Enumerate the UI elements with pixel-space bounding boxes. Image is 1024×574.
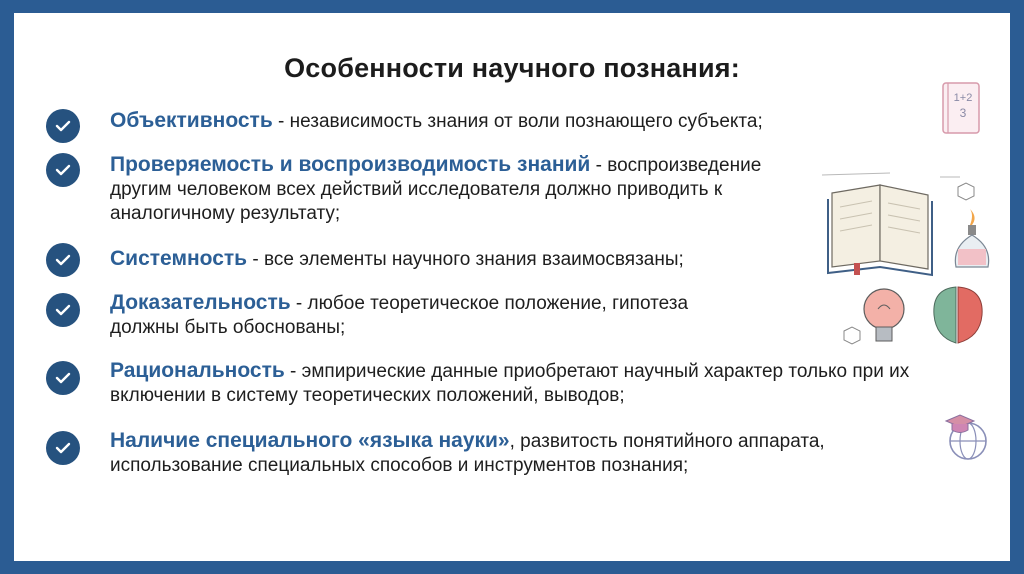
item-description: - воспроизведение другим человеком всех действий исследователя должно приводить к аналогичному результату; [110,155,762,224]
item-term: Системность [110,247,248,270]
science-illustration [820,163,1006,359]
item-term: Проверяемость и воспроизводимость знаний [110,153,591,176]
item-text [110,291,750,340]
check-icon [46,153,80,187]
item-text [110,153,770,226]
item-term: Объективность [110,109,273,132]
check-icon [46,109,80,143]
svg-text:3: 3 [959,106,967,120]
page-title: Особенности научного познания: [284,53,740,83]
item-description: - любое теоретическое положение, гипотеза должны быть обоснованы; [110,293,689,338]
graduation-globe-icon [938,409,994,465]
check-icon [46,361,80,395]
item-description: , развитость понятийного аппарата, использование специальных способов и инструментов познания; [110,431,825,476]
svg-text:1+2: 1+2 [953,92,973,104]
item-term: Рациональность [110,359,285,382]
item-text [110,359,960,408]
item-description: - независимость знания от воли познающего субъекта; [272,111,763,132]
item-text [110,429,960,478]
check-icon [46,293,80,327]
check-icon [46,431,80,465]
slide [14,13,1010,561]
item-text [110,109,970,134]
check-icon [46,243,80,277]
item-term: Доказательность [110,291,291,314]
item-description: - эмпирические данные приобретают научный характер только при их включении в систему теоретических положений, выводов; [110,361,910,406]
item-term: Наличие специального «языка науки» [110,429,510,452]
item-description: - все элементы научного знания взаимосвязаны; [247,249,684,270]
math-book-icon [940,81,982,137]
